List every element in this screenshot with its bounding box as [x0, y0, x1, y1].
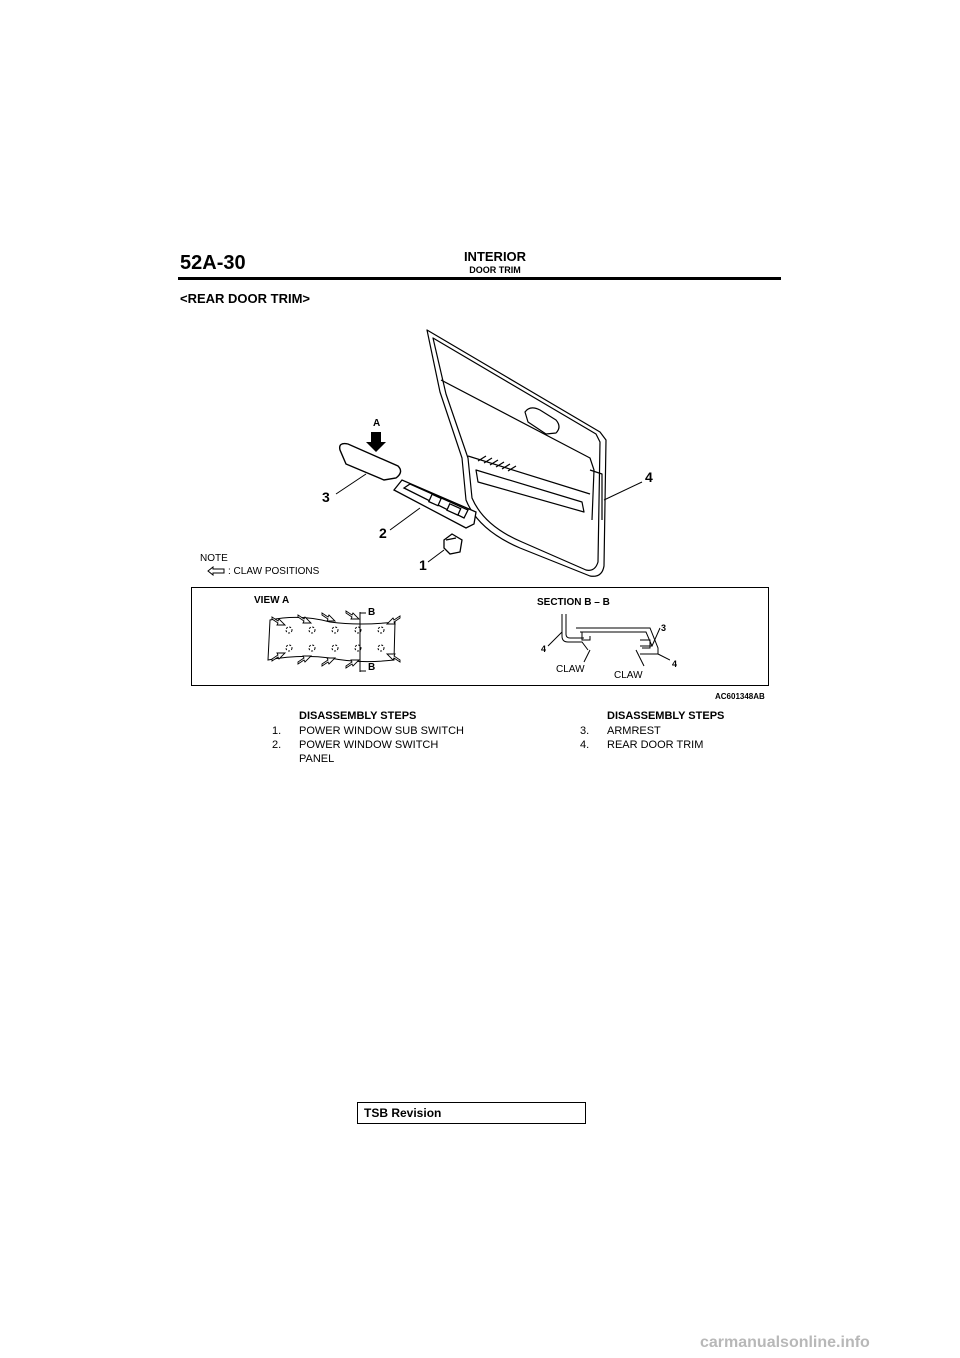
page-number: 52A-30 [180, 252, 246, 274]
view-a-arrow-icon [366, 432, 386, 452]
claw-legend-text: : CLAW POSITIONS [228, 566, 320, 577]
tsb-revision-box [357, 1102, 586, 1124]
section-label-3: 3 [661, 623, 667, 633]
armrest [340, 444, 401, 480]
view-a-drawing [260, 606, 410, 678]
step-item: 4. REAR DOOR TRIM [580, 739, 704, 751]
steps-right-heading: DISASSEMBLY STEPS [607, 710, 725, 722]
step-item: 3. ARMREST [580, 725, 661, 737]
view-a-title: VIEW A [254, 595, 290, 606]
callout-1: 1 [419, 557, 427, 573]
section-subtitle: DOOR TRIM [469, 265, 521, 275]
step-item: 2. POWER WINDOW SWITCH [272, 739, 439, 751]
figure-code: AC601348AB [715, 692, 765, 701]
steps-left-list [272, 724, 464, 766]
step-item: PANEL [299, 753, 335, 765]
claw-arrow-icon [207, 566, 225, 576]
callout-2: 2 [379, 525, 387, 541]
step-item: 1. POWER WINDOW SUB SWITCH [272, 725, 464, 737]
claw-legend [207, 566, 319, 577]
claw-label-left: CLAW [556, 664, 585, 675]
section-label-4-right: 4 [672, 659, 678, 669]
callout-4: 4 [645, 469, 653, 485]
section-title: INTERIOR [463, 249, 527, 264]
section-marker-bottom: B [368, 662, 376, 673]
steps-left-heading: DISASSEMBLY STEPS [299, 710, 417, 722]
callout-3: 3 [322, 489, 330, 505]
section-label-4-left: 4 [541, 644, 547, 654]
note-label: NOTE [200, 553, 228, 564]
view-a-label: A [373, 418, 381, 429]
steps-right-list [580, 724, 703, 752]
page-heading: <REAR DOOR TRIM> [180, 291, 311, 306]
section-b-title: SECTION B – B [537, 597, 610, 608]
claw-label-right: CLAW [614, 670, 643, 681]
tsb-revision-label: TSB Revision [364, 1106, 442, 1120]
power-window-sub-switch [444, 534, 462, 554]
section-marker-top: B [368, 607, 376, 618]
header-divider [178, 277, 781, 280]
watermark: carmanualsonline.info [700, 1334, 870, 1351]
door-trim-exploded-drawing [300, 320, 660, 582]
